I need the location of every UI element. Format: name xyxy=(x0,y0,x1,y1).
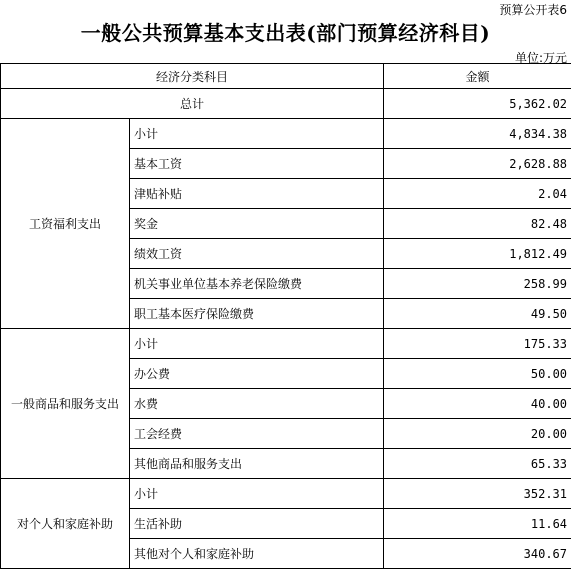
table-row xyxy=(1,479,571,509)
item-amount: 1,812.49 xyxy=(384,239,571,269)
total-amount: 5,362.02 xyxy=(384,89,571,119)
item-label: 生活补助 xyxy=(130,509,384,539)
budget-table xyxy=(0,63,571,569)
header-row xyxy=(1,64,571,89)
item-label: 水费 xyxy=(130,389,384,419)
item-amount: 258.99 xyxy=(384,269,571,299)
item-amount: 20.00 xyxy=(384,419,571,449)
item-amount: 49.50 xyxy=(384,299,571,329)
item-label: 其他对个人和家庭补助 xyxy=(130,539,384,569)
group-name: 工资福利支出 xyxy=(1,119,130,329)
header-amount: 金额 xyxy=(384,64,571,89)
header-category: 经济分类科目 xyxy=(1,64,384,89)
item-amount: 11.64 xyxy=(384,509,571,539)
group-name: 对个人和家庭补助 xyxy=(1,479,130,569)
item-amount: 2.04 xyxy=(384,179,571,209)
item-amount: 82.48 xyxy=(384,209,571,239)
item-label: 小计 xyxy=(130,119,384,149)
table-row xyxy=(1,329,571,359)
item-label: 奖金 xyxy=(130,209,384,239)
item-label: 其他商品和服务支出 xyxy=(130,449,384,479)
item-amount: 65.33 xyxy=(384,449,571,479)
item-label: 小计 xyxy=(130,329,384,359)
unit-label: 单位:万元 xyxy=(514,51,567,65)
item-label: 办公费 xyxy=(130,359,384,389)
item-amount: 175.33 xyxy=(384,329,571,359)
item-label: 职工基本医疗保险缴费 xyxy=(130,299,384,329)
item-label: 工会经费 xyxy=(130,419,384,449)
page-title: 一般公共预算基本支出表(部门预算经济科目) xyxy=(80,21,491,45)
item-amount: 40.00 xyxy=(384,389,571,419)
budget-table-body xyxy=(1,64,571,569)
item-label: 小计 xyxy=(130,479,384,509)
item-label: 绩效工资 xyxy=(130,239,384,269)
item-amount: 2,628.88 xyxy=(384,149,571,179)
total-row xyxy=(1,89,571,119)
group-name: 一般商品和服务支出 xyxy=(1,329,130,479)
item-label: 津贴补贴 xyxy=(130,179,384,209)
item-label: 机关事业单位基本养老保险缴费 xyxy=(130,269,384,299)
total-label: 总计 xyxy=(1,89,384,119)
table-row xyxy=(1,119,571,149)
item-label: 基本工资 xyxy=(130,149,384,179)
item-amount: 50.00 xyxy=(384,359,571,389)
form-number: 预算公开表6 xyxy=(499,3,567,17)
item-amount: 4,834.38 xyxy=(384,119,571,149)
item-amount: 340.67 xyxy=(384,539,571,569)
item-amount: 352.31 xyxy=(384,479,571,509)
